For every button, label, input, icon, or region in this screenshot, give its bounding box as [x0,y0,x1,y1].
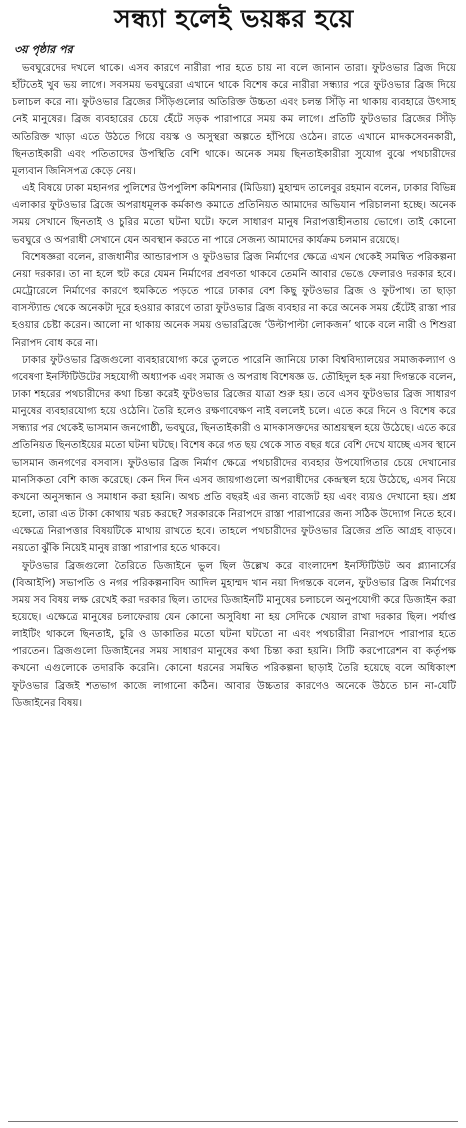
article-paragraph-3: বিশেষজ্ঞরা বলেন, রাজধানীর আন্ডারপাস ও ফুটওভার ব্রিজ নির্মাণের ক্ষেত্রে এখন থেকেই সমন্বিত পরিকল্পনা নেয়া দরকার। তা না হলে হুট করে যেমন নির্মাণের প্রবণতা থাকবে তেমনি আবার ভেঙে ফেলারও দরকার হবে। মেট্রোরেলে নির্মাণের কারণে হুমকিতে পড়তে পারে ঢাকার বেশ কিছু ফুটওভার ব্রিজ ও ফুটপাথ। তা ছাড়া বাসস্ট্যান্ড থেকে অনেকটা দূরে হওয়ার কারণে তারা ফুটওভার ব্রিজ ব্যবহার না করে অনেক সময় হেঁটেই রাস্তা পার হওয়ার চেষ্টা করেন। আলো না থাকায় অনেক সময় ওভারব্রিজে ‘উল্টাপাল্টা লোকজন’ থাকে বলে নারী ও শিশুরা নিরাপদ বোধ করে না। [12,251,456,349]
article-paragraph-5: ফুটওভার ব্রিজগুলো তৈরিতে ডিজাইনে ভুল ছিল উল্লেখ করে বাংলাদেশ ইনস্টিটিউট অব প্ল্যানার্সের (বিআইপি) সভাপতি ও নগর পরিকল্পনাবিদ আদিল মুহাম্মদ খান নয়া দিগন্তকে বলেন, ফুটওভার ব্রিজ নির্মাণের সময় সব বিষয় লক্ষ রেখেই করা দরকার ছিল। তাদের ডিজাইনটি মানুষের চলাচলে অনুপযোগী করে ডিজাইন করা হয়েছে। এক্ষেত্রে মানুষের চলাফেরায় যেন কোনো অসুবিধা না হয় সেদিকে খেয়াল রাখা দরকার ছিল। পর্যাপ্ত লাইটিং থাকলে ছিনতাই, চুরি ও ডাকাতির মতো ঘটনা ঘটতো না এবং পথচারীরা নিরাপদে পারাপার হতে পারতেন। ব্রিজগুলো ডিজাইনের সময় সাধারণ মানুষের কথা চিন্তা করা হয়নি। সিটি করপোরেশন বা কর্তৃপক্ষ কখনো এগুলোকে তদারকি করেনি। কোনো ধরনের সমন্বিত পরিকল্পনা ছাড়াই তৈরি হয়েছে বলে অধিকাংশ ফুটওভার ব্রিজই শতভাগ কাজে লাগানো কঠিন। আবার উচ্চতার কারণেও অনেকে উঠতে চান না-যেটি ডিজাইনের বিষয়। [12,560,456,709]
bottom-divider [8,1121,458,1122]
article-paragraph-2: এই বিষয়ে ঢাকা মহানগর পুলিশের উপপুলিশ কমিশনার (মিডিয়া) মুহাম্মদ তালেবুর রহমান বলেন, ঢাকার বিভিন্ন এলাকার ফুটওভার ব্রিজে অপরাধমূলক কর্মকাণ্ড কমাতে প্রতিনিয়ত আমাদের অভিযান পরিচালনা হচ্ছে। অনেক সময় সেখানে ছিনতাই ও চুরির মতো ঘটনা ঘটে। ফলে সাধারণ মানুষ নিরাপত্তাহীনতায় ভোগে। তাই কোনো ভবঘুরে ও অপরাধী সেখানে যেন অবস্থান করতে না পারে সেজন্য আমাদের কার্যক্রম চলমান রয়েছে। [12,183,456,246]
article-paragraph-4: ঢাকার ফুটওভার ব্রিজগুলো ব্যবহারযোগ্য করে তুলতে পারেনি জানিয়ে ঢাকা বিশ্ববিদ্যালয়ের সমাজকল্যাণ ও গবেষণা ইনস্টিটিউটের সহযোগী অধ্যাপক এবং সমাজ ও অপরাধ বিশেষজ্ঞ ড. তৌহিদুল হক নয়া দিগন্তকে বলেন, ঢাকা শহরের পথচারীদের কথা চিন্তা করেই ফুটওভার ব্রিজের যাত্রা শুরু হয়। তবে এসব ফুটওভার ব্রিজ সাধারণ মানুষের ব্যবহারযোগ্য হয়ে ওঠেনি। তৈরি হলেও রক্ষণাবেক্ষণ নাই বললেই চলে। এতে করে দিনে ও বিশেষ করে সন্ধ্যার পর থেকেই ভাসমান জনগোষ্ঠী, ভবঘুরে, ছিনতাইকারী ও মাদকাসক্তদের আশ্রয়স্থল হয়ে উঠেছে। এতে করে প্রতিনিয়ত ছিনতাইয়ের মতো ঘটনা ঘটছে। বিশেষ করে গত ছয় থেকে সাত বছর ধরে বেশি দেখে যাচ্ছে এসব স্থানে ভাসমান জনগণের বসবাস। ফুটওভার ব্রিজ নির্মাণ ক্ষেত্রে পথচারীদের ব্যবহার উপযোগিতার চেয়ে দেখানোর মানসিকতা বেশি কাজ করেছে। কেন দিন দিন এসব জায়গাগুলো অপরাধীদের কেন্দ্রস্থল হয়ে উঠেছে, এসব নিয়ে কখনো অনুসন্ধান ও সমাধান করা হয়নি। অথচ প্রতি বছরই এর জন্য বাজেট হয় এবং ব্যয়ও দেখানো হয়। প্রশ্ন হলো, তারা এত টাকা কোথায় খরচ করছে? সরকারকে নিরাপদে রাস্তা পারাপারের জন্য সঠিক উদ্যোগ নিতে হবে। এক্ষেত্রে নিরাপত্তার বিষয়টিকে মাথায় রাখতে হবে। তাহলে পথচারীদের ফুটওভার ব্রিজের প্রতি আগ্রহ বাড়বে। নয়তো ঝুঁকি নিয়েই মানুষ রাস্তা পারাপার হতে থাকবে। [12,354,456,555]
continued-from-label: ৩য় পৃষ্ঠার পর [14,43,73,56]
article-paragraph-1: ভবঘুরেদের দখলে থাকে। এসব কারণে নারীরা পার হতে চায় না বলে জানান তারা। ফুটওভার ব্রিজ দিয়ে হাঁটতেই খুব ভয় লাগে। সবসময় ভবঘুরেরা এখানে থাকে বিশেষ করে নারীরা সন্ধ্যার পরে ফুটওভার ব্রিজ দিয়ে চলাচল করে না। ফুটওভার ব্রিজের সিঁড়িগুলোর অতিরিক্ত উচ্চতা এবং চলন্ত সিঁড়ি না থাকায় ব্যবহারে উৎসাহ নেই মানুষের। ব্রিজ ব্যবহারের চেয়ে হেঁটে সড়ক পারাপারে সময় কম লাগে। প্রতিটি ফুটওভার ব্রিজের সিঁড়ি অতিরিক্ত খাড়া এতে উঠতে গিয়ে বয়স্ক ও অসুস্থরা অল্পতে হাঁপিয়ে ওঠেন। রাতে এখানে মাদকসেবনকারী, ছিনতাইকারী এবং পতিতাদের উপস্থিতি বেশি থাকে। অনেক সময় ছিনতাইকারীরা সুযোগ বুঝে পথচারীদের মূল্যবান জিনিসপত্র কেড়ে নেয়। [12,63,456,177]
article-body [12,60,456,712]
article-headline: সন্ধ্যা হলেই ভয়ঙ্কর হয়ে [114,4,354,33]
